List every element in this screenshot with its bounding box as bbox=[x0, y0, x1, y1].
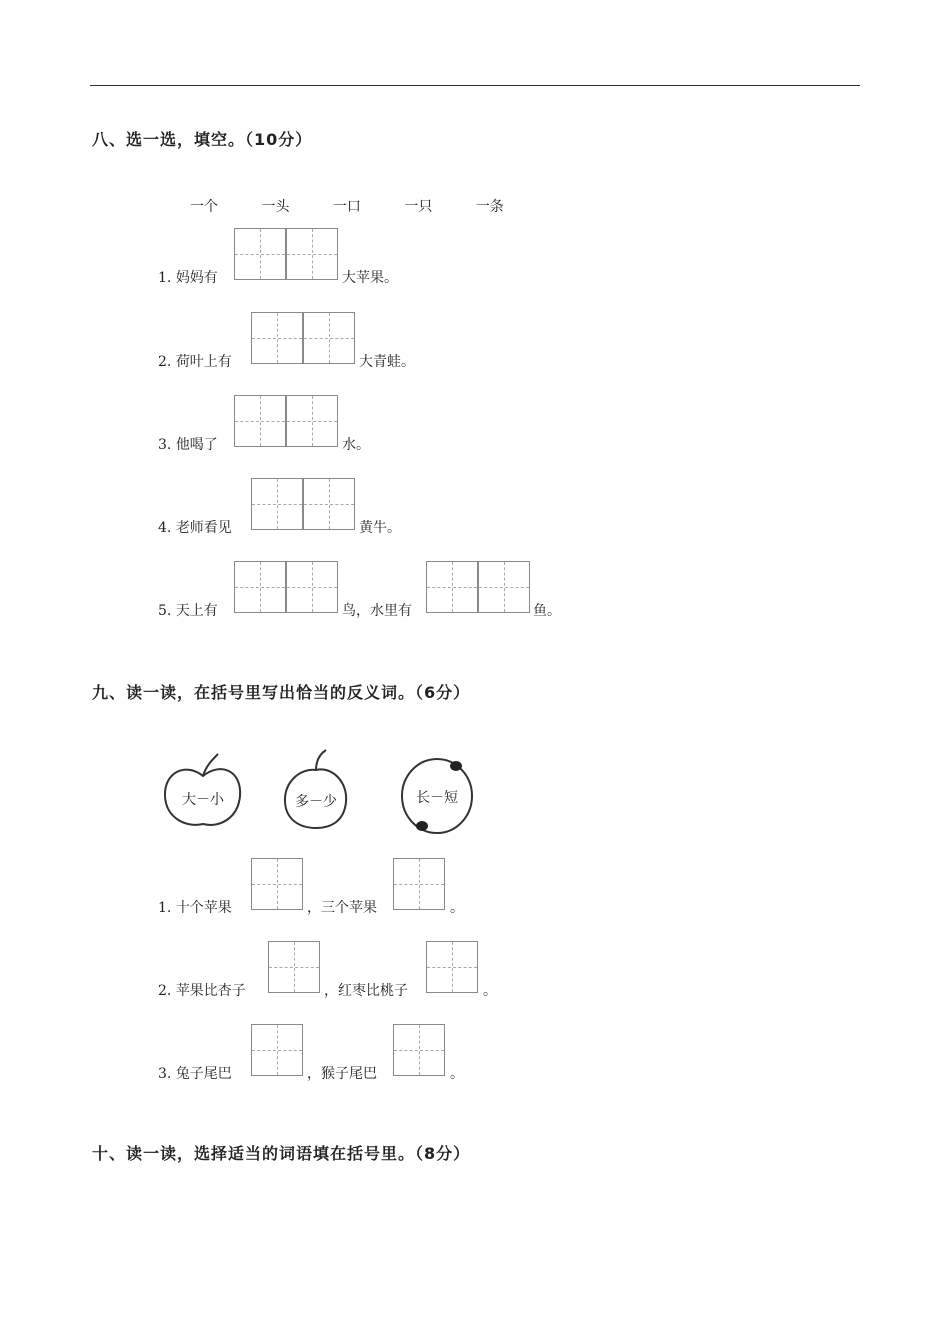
section-10-heading: 十、读一读，选择适当的词语填在括号里。（8分） bbox=[92, 1144, 471, 1163]
s8-q1 bbox=[158, 267, 218, 287]
writing-cell[interactable] bbox=[426, 941, 478, 993]
writing-cell[interactable] bbox=[251, 478, 303, 530]
question-text-middle: ，红枣比桃子 bbox=[324, 983, 408, 999]
apple-icon bbox=[160, 752, 246, 832]
question-text-after: 黄牛。 bbox=[359, 520, 401, 536]
writing-cell[interactable] bbox=[251, 858, 303, 910]
question-text-middle: ，三个苹果 bbox=[307, 900, 377, 916]
s8-q5 bbox=[158, 600, 218, 620]
writing-cell[interactable] bbox=[393, 858, 445, 910]
word-bank bbox=[190, 196, 543, 216]
writing-cell[interactable] bbox=[303, 312, 355, 364]
question-text: 十个苹果 bbox=[175, 900, 232, 916]
question-text: 妈妈有 bbox=[175, 270, 218, 286]
question-text: 兔子尾巴 bbox=[175, 1066, 232, 1082]
s9-q2 bbox=[158, 980, 246, 1000]
writing-cell[interactable] bbox=[426, 561, 478, 613]
s9-q3 bbox=[158, 1063, 232, 1083]
section-9-heading: 九、读一读，在括号里写出恰当的反义词。（6分） bbox=[92, 683, 471, 702]
question-number: 5. bbox=[158, 603, 172, 619]
fruit-label: 大－小 bbox=[182, 792, 224, 808]
question-number: 1. bbox=[158, 900, 172, 916]
question-text: 苹果比杏子 bbox=[175, 983, 246, 999]
fruit-label: 长－短 bbox=[416, 790, 458, 806]
section-8-heading: 八、选一选，填空。（10分） bbox=[92, 130, 313, 149]
word-option: 一条 bbox=[475, 199, 504, 215]
question-number: 3. bbox=[158, 1066, 172, 1082]
s8-q3 bbox=[158, 434, 218, 454]
writing-cell[interactable] bbox=[393, 1024, 445, 1076]
s8-q4 bbox=[158, 517, 232, 537]
question-number: 2. bbox=[158, 983, 172, 999]
fruit-label: 多－少 bbox=[295, 794, 337, 810]
question-text: 老师看见 bbox=[175, 520, 232, 536]
question-text: 荷叶上有 bbox=[175, 354, 232, 370]
question-text-after: 。 bbox=[483, 983, 497, 999]
writing-cell[interactable] bbox=[478, 561, 530, 613]
writing-cell[interactable] bbox=[303, 478, 355, 530]
top-rule bbox=[90, 85, 860, 86]
question-text: 天上有 bbox=[175, 603, 218, 619]
question-number: 2. bbox=[158, 354, 172, 370]
writing-cell[interactable] bbox=[268, 941, 320, 993]
question-text-middle: 鸟，水里有 bbox=[342, 603, 412, 619]
date-icon bbox=[398, 756, 478, 836]
question-text-after: 。 bbox=[450, 1066, 464, 1082]
writing-cell[interactable] bbox=[251, 1024, 303, 1076]
question-number: 1. bbox=[158, 270, 172, 286]
word-option: 一头 bbox=[261, 199, 290, 215]
writing-cell[interactable] bbox=[286, 228, 338, 280]
writing-cell[interactable] bbox=[234, 561, 286, 613]
question-number: 4. bbox=[158, 520, 172, 536]
question-number: 3. bbox=[158, 437, 172, 453]
writing-cell[interactable] bbox=[251, 312, 303, 364]
question-text-after: 大青蛙。 bbox=[359, 354, 415, 370]
word-option: 一只 bbox=[404, 199, 433, 215]
question-text-after: 水。 bbox=[342, 437, 370, 453]
word-option: 一口 bbox=[332, 199, 361, 215]
writing-cell[interactable] bbox=[286, 561, 338, 613]
s8-q2 bbox=[158, 351, 232, 371]
writing-cell[interactable] bbox=[286, 395, 338, 447]
question-text: 他喝了 bbox=[175, 437, 218, 453]
writing-cell[interactable] bbox=[234, 395, 286, 447]
question-text-middle: ，猴子尾巴 bbox=[307, 1066, 377, 1082]
question-text-after: 。 bbox=[450, 900, 464, 916]
question-text-after: 大苹果。 bbox=[342, 270, 398, 286]
writing-cell[interactable] bbox=[234, 228, 286, 280]
s9-q1 bbox=[158, 897, 232, 917]
word-option: 一个 bbox=[190, 199, 218, 215]
question-text-after: 鱼。 bbox=[533, 603, 561, 619]
apricot-icon bbox=[280, 748, 352, 832]
